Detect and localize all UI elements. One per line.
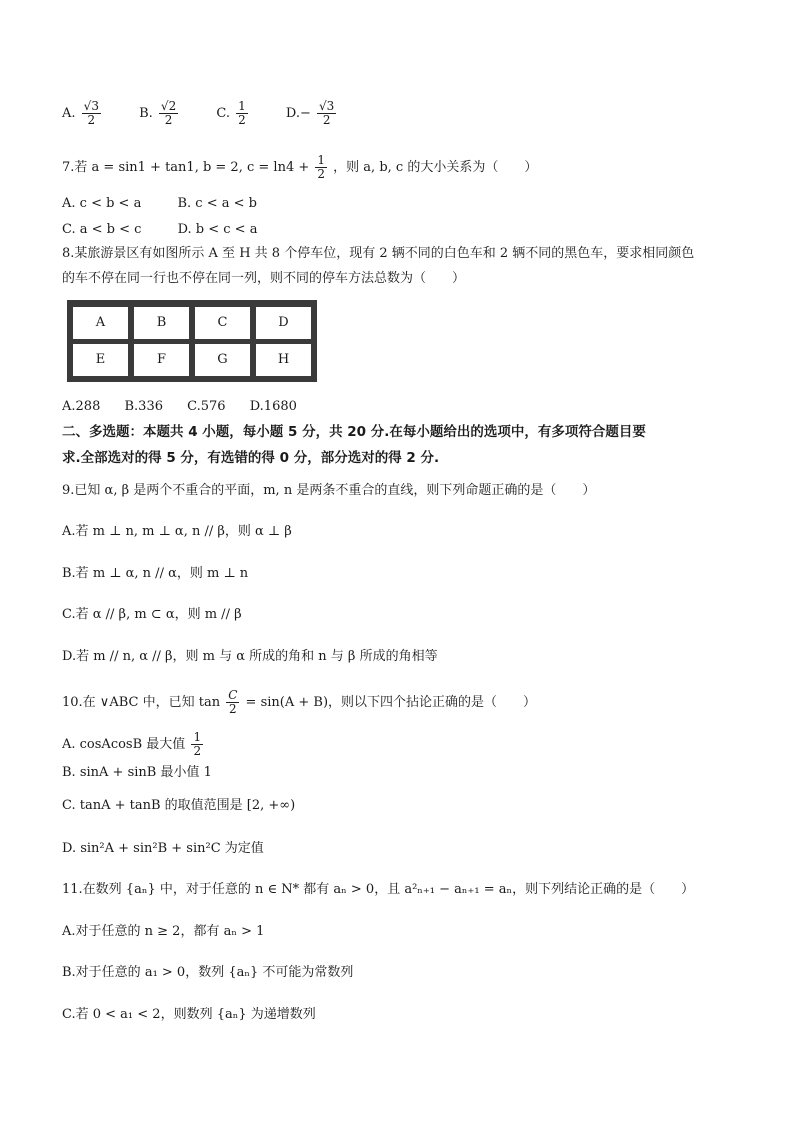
q6-option-a-den: 2 xyxy=(87,113,96,127)
parking-grid xyxy=(67,300,317,382)
section2-heading-line1: 二、多选题：本题共 4 小题，每小题 5 分，共 20 分.在每小题给出的选项中，有多项符合题目要 xyxy=(62,424,646,440)
q6-option-b-den: 2 xyxy=(164,113,173,127)
q7-option-c: C. a < b < c xyxy=(62,222,142,237)
q6-option-b xyxy=(139,100,180,127)
q6-option-d-fraction xyxy=(317,100,336,127)
q10-fraction xyxy=(226,689,239,716)
q6-option-b-label: B. xyxy=(139,106,153,121)
q7-option-a: A. c < b < a xyxy=(62,196,142,211)
q11-option-b: B.对于任意的 a₁ > 0，数列 {aₙ} 不可能为常数列 xyxy=(62,965,354,980)
parking-cell-c: C xyxy=(195,307,250,339)
parking-cell-h: H xyxy=(256,344,311,376)
q6-option-d xyxy=(286,100,338,127)
q11-stem: 11.在数列 {aₙ} 中，对于任意的 n ∈ N* 都有 aₙ > 0，且 a²ₙ₊₁ − aₙ₊₁ = aₙ，则下列结论正确的是（ ） xyxy=(62,882,695,897)
parking-cell-f: F xyxy=(134,344,189,376)
q6-option-c-label: C. xyxy=(216,106,230,121)
q7-stem-pre: 7.若 a = sin1 + tan1, b = 2, c = ln4 + xyxy=(62,160,310,175)
q7-frac-den: 2 xyxy=(317,167,326,181)
q6-option-b-num: √2 xyxy=(160,99,177,113)
q9-stem: 9.已知 α, β 是两个不重合的平面，m, n 是两条不重合的直线，则下列命题正确的是（ ） xyxy=(62,483,596,498)
q7-stem-post: ，则 a, b, c 的大小关系为（ ） xyxy=(333,160,538,175)
q10-option-a xyxy=(62,731,205,758)
q6-options xyxy=(62,100,370,127)
parking-cell-b: B xyxy=(134,307,189,339)
q8-option-a: A.288 xyxy=(62,399,101,414)
q10-option-d: D. sin²A + sin²B + sin²C 为定值 xyxy=(62,841,264,856)
q10-option-a-num: 1 xyxy=(193,730,202,744)
q6-option-c-num: 1 xyxy=(238,99,246,113)
q8-option-c: C.576 xyxy=(187,399,226,414)
q10-frac-num: C xyxy=(228,688,238,702)
q7-options-row1 xyxy=(62,195,257,213)
q10-stem-post: = sin(A + B)，则以下四个拈论正确的是（ ） xyxy=(245,695,537,710)
q10-option-a-den: 2 xyxy=(193,744,202,758)
q10-option-b: B. sinA + sinB 最小值 1 xyxy=(62,765,212,780)
q9-option-b: B.若 m ⊥ α, n // α，则 m ⊥ n xyxy=(62,566,249,581)
q8-options xyxy=(62,398,297,416)
q6-option-a xyxy=(62,100,103,127)
q11-option-c: C.若 0 < a₁ < 2，则数列 {aₙ} 为递增数列 xyxy=(62,1007,316,1022)
q10-option-a-fraction xyxy=(191,731,203,758)
q10-stem xyxy=(62,689,536,716)
q6-option-c xyxy=(216,100,249,127)
q8-stem-line1: 8.某旅游景区有如图所示 A 至 H 共 8 个停车位，现有 2 辆不同的白色车和 2 辆不同的黑色车，要求相同颜色 xyxy=(62,246,695,261)
q7-frac-num: 1 xyxy=(317,153,326,167)
q11-option-a: A.对于任意的 n ≥ 2，都有 aₙ > 1 xyxy=(62,924,265,939)
q6-option-a-label: A. xyxy=(62,106,76,121)
q9-option-a: A.若 m ⊥ n, m ⊥ α, n // β，则 α ⊥ β xyxy=(62,524,292,539)
q10-option-a-pre: A. cosAcosB 最大值 xyxy=(62,737,186,752)
q6-option-c-fraction xyxy=(236,100,248,127)
parking-cell-e: E xyxy=(73,344,128,376)
q10-stem-pre: 10.在 ∨ABC 中，已知 tan xyxy=(62,695,221,710)
q6-option-c-den: 2 xyxy=(238,113,246,127)
q9-option-d: D.若 m // n, α // β，则 m 与 α 所成的角和 n 与 β 所成的角相等 xyxy=(62,649,438,664)
q6-option-a-fraction xyxy=(82,100,101,127)
q8-stem-line2: 的车不停在同一行也不停在同一列，则不同的停车方法总数为（ ） xyxy=(62,271,466,286)
section2-heading-line2: 求.全部选对的得 5 分，有选错的得 0 分，部分选对的得 2 分. xyxy=(62,450,440,466)
q9-option-c: C.若 α // β, m ⊂ α，则 m // β xyxy=(62,607,242,622)
parking-cell-d: D xyxy=(256,307,311,339)
q6-option-d-label: D.− xyxy=(285,106,311,121)
q7-fraction xyxy=(315,154,327,181)
q6-option-b-fraction xyxy=(159,100,178,127)
q6-option-a-num: √3 xyxy=(83,99,99,113)
q8-option-d: D.1680 xyxy=(249,399,297,414)
parking-cell-g: G xyxy=(195,344,250,376)
q10-option-c: C. tanA + tanB 的取值范围是 [2, +∞) xyxy=(62,798,296,813)
q7-option-b: B. c < a < b xyxy=(177,196,257,211)
parking-cell-a: A xyxy=(73,307,128,339)
q6-option-d-den: 2 xyxy=(322,113,331,127)
q7-options-row2 xyxy=(62,221,257,239)
q10-frac-den: 2 xyxy=(228,702,237,716)
q7-stem xyxy=(62,154,537,181)
q6-option-d-num: √3 xyxy=(319,99,335,113)
q7-option-d: D. b < c < a xyxy=(177,222,258,237)
q8-option-b: B.336 xyxy=(124,399,163,414)
